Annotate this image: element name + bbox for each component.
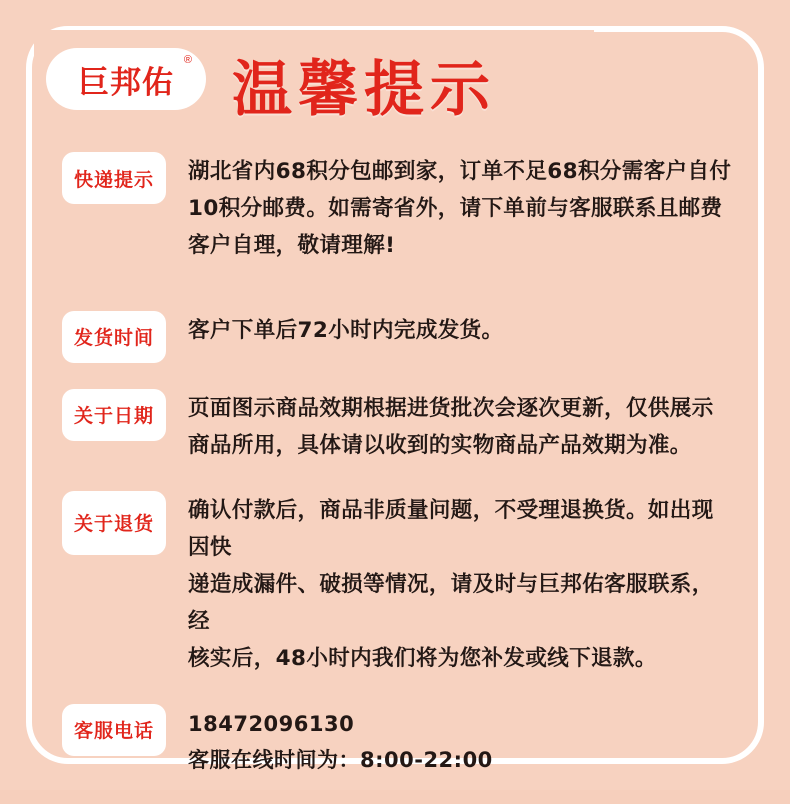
notice-row-shipping-time <box>62 311 734 363</box>
registered-mark-icon: ® <box>183 54 192 66</box>
notice-list <box>62 150 734 804</box>
notice-tag-customer-service: 客服电话 <box>62 704 166 756</box>
notice-body-return <box>188 491 734 678</box>
notice-line: 页面图示商品效期根据进货批次会逐次更新，仅供展示 <box>188 395 714 421</box>
brand-logo <box>46 48 206 110</box>
notice-line: 递造成漏件、破损等情况，请及时与巨邦佑客服联系，经 <box>188 571 714 634</box>
notice-tag-shipping-time: 发货时间 <box>62 311 166 363</box>
notice-row-date <box>62 389 734 465</box>
notice-line: 客户下单后72小时内完成发货。 <box>188 317 504 343</box>
notice-line: 湖北省内68积分包邮到家，订单不足68积分需客户自付 <box>188 159 732 184</box>
notice-tag-express: 快递提示 <box>62 152 166 204</box>
notice-line: 核实后，48小时内我们将为您补发或线下退款。 <box>188 645 657 671</box>
notice-tag-date: 关于日期 <box>62 389 166 441</box>
notice-row-customer-service <box>62 704 734 778</box>
notice-row-return <box>62 491 734 678</box>
notice-body-express <box>188 152 734 265</box>
notice-body-customer-service <box>188 704 734 778</box>
page-title: 温馨提示 <box>232 55 496 125</box>
notice-row-express <box>62 152 734 265</box>
customer-service-hours: 客服在线时间为：8:00-22:00 <box>188 747 493 772</box>
notice-line: 客户自理，敬请理解! <box>188 232 396 258</box>
notice-body-shipping-time <box>188 311 734 350</box>
notice-line: 10积分邮费。如需寄省外，请下单前与客服联系且邮费 <box>188 195 723 221</box>
notice-line: 商品所用，具体请以收到的实物商品产品效期为准。 <box>188 432 692 458</box>
notice-tag-return: 关于退货 <box>62 491 166 555</box>
notice-body-date <box>188 389 734 465</box>
brand-logo-text: 巨邦佑 <box>78 64 174 101</box>
notice-line: 确认付款后，商品非质量问题，不受理退换货。如出现因快 <box>188 497 714 560</box>
customer-service-phone[interactable]: 18472096130 <box>188 711 355 736</box>
